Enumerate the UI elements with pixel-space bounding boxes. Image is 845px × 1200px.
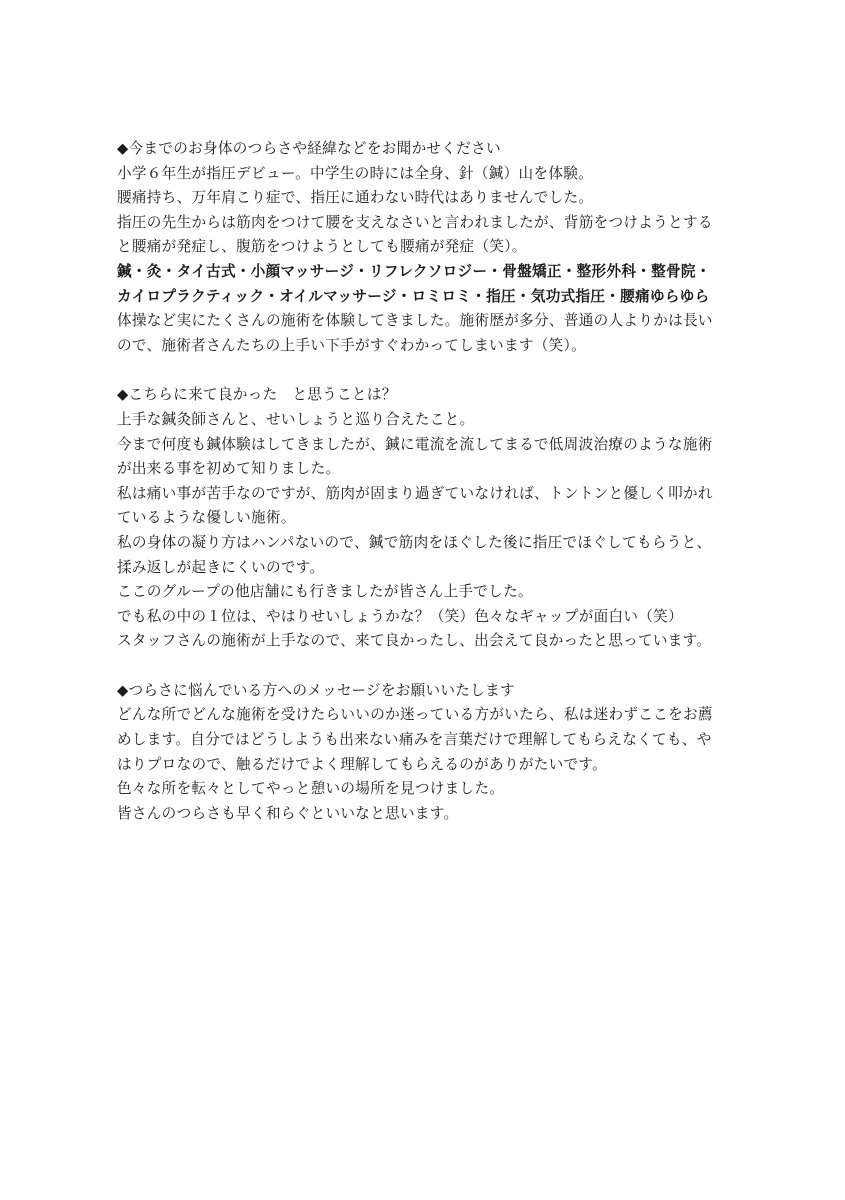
text-line: どんな所でどんな施術を受けたらいいのか迷っている方がいたら、私は迷わずここをお薦: [117, 706, 713, 724]
text-line: 上手な鍼灸師さんと、せいしょうと巡り合えたこと。: [117, 410, 475, 428]
text-line: 皆さんのつらさも早く和らぐといいなと思います。: [117, 804, 459, 822]
text-line: カイロプラクティック・オイルマッサージ・ロミロミ・指圧・気功式指圧・腰痛ゆらゆら: [117, 287, 710, 305]
text-line: 私の身体の凝り方はハンパないので、鍼で筋肉をほぐした後に指圧でほぐしてもらうと、: [117, 533, 712, 551]
text-line: ので、施術者さんたちの上手い下手がすぐわかってしまいます（笑）。: [117, 336, 587, 354]
text-line: 私は痛い事が苦手なのですが、筋肉が固まり過ぎていなければ、トントンと優しく叩かれ: [117, 484, 713, 502]
text-line: 鍼・灸・タイ古式・小顔マッサージ・リフレクソロジー・骨盤矯正・整形外科・整骨院・: [117, 262, 711, 280]
section-history: [117, 137, 742, 358]
text-line: めします。自分ではどうしようも出来ない痛みを言葉だけで理解してもらえなくても、や: [117, 731, 712, 749]
text-line: スタッフさんの施術が上手なので、来て良かったし、出会えて良かったと思っています。: [117, 632, 712, 650]
section-heading: ◆つらさに悩んでいる方へのメッセージをお願いいたします: [117, 681, 515, 699]
text-line: 色々な所を転々としてやっと憩いの場所を見つけました。: [117, 780, 505, 798]
text-line: 小学６年生が指圧デビュー。中学生の時には全身、針（鍼）山を体験。: [117, 164, 594, 182]
text-line: 揉み返しが起きにくいのです。: [117, 558, 325, 576]
text-line: 指圧の先生からは筋肉をつけて腰を支えなさいと言われましたが、背筋をつけようとする: [117, 213, 713, 231]
text-line: が出来る事を初めて知りました。: [117, 460, 341, 478]
section-heading: ◆こちらに来て良かった と思うことは？: [117, 386, 397, 404]
section-message: [117, 679, 742, 827]
text-line: ここのグループの他店舗にも行きましたが皆さん上手でした。: [117, 583, 533, 601]
text-line: 体操など実にたくさんの施術を体験してきました。施術歴が多分、普通の人よりかは長い: [117, 312, 713, 330]
text-line: でも私の中の１位は、やはりせいしょうかな？（笑）色々なギャップが面白い（笑）: [117, 607, 683, 625]
text-line: 今まで何度も鍼体験はしてきましたが、鍼に電流を流してまるで低周波治療のような施術: [117, 435, 713, 453]
text-line: はりプロなので、触るだけでよく理解してもらえるのがありがたいです。: [117, 755, 608, 773]
section-good-points: [117, 383, 742, 654]
text-line: と腰痛が発症し、腹筋をつけようとしても腰痛が発症（笑）。: [117, 238, 527, 256]
text-line: 腰痛持ち、万年肩こり症で、指圧に通わない時代はありませんでした。: [117, 189, 594, 207]
section-heading: ◆今までのお身体のつらさや経緯などをお聞かせください: [117, 140, 501, 157]
text-line: ているような優しい施術。: [117, 509, 296, 527]
document-content: [117, 137, 742, 851]
